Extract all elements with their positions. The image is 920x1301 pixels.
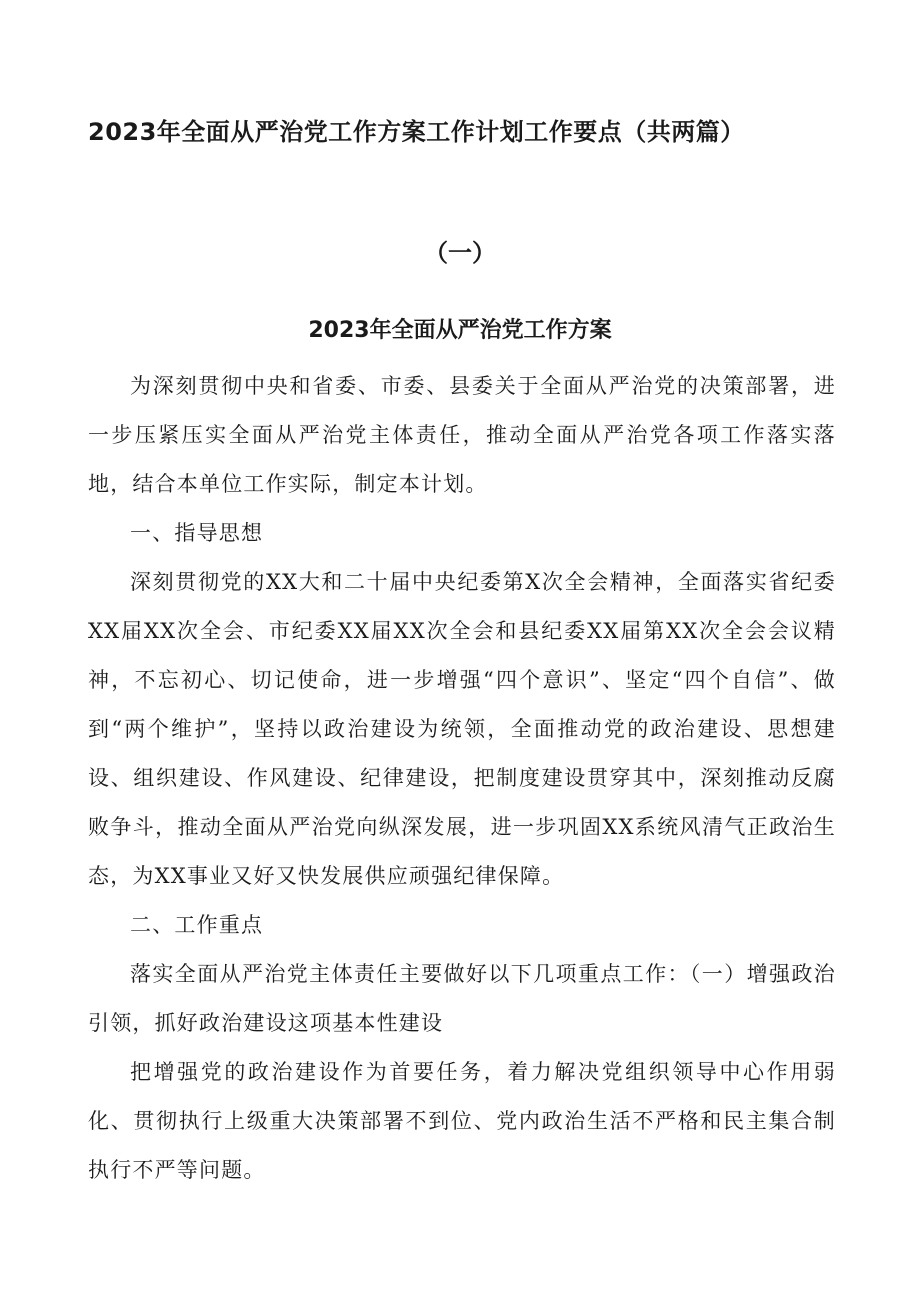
guiding-ideology-paragraph: 深刻贯彻党的XX大和二十届中央纪委第X次全会精神，全面落实省纪委XX届XX次全会、市纪委XX届XX次全会和县纪委XX届第XX次全会会议精神，不忘初心、切记使命，进一步增强“四个意识”、坚定“四个自信”、做到“两个维护”，坚持以政治建设为统领，全面推动党的政治建设、思想建设、组织建设、作风建设、纪律建设，把制度建设贯穿其中，深刻推动反腐败争斗，推动全面从严治党向纵深发展，进一步巩固XX系统风清气正政治生态，为XX事业又好又快发展供应顽强纪律保障。: [88, 570, 836, 888]
work-focus-paragraph: 落实全面从严治党主体责任主要做好以下几项重点工作：（一）增强政治引领，抓好政治建设这项基本性建设: [88, 962, 836, 1035]
document-body: [88, 362, 836, 1195]
section-heading-work-focus: 二、工作重点: [130, 913, 264, 937]
political-building-paragraph: 把增强党的政治建设作为首要任务，着力解决党组织领导中心作用弱化、贯彻执行上级重大决策部署不到位、党内政治生活不严格和民主集合制执行不严等问题。: [88, 1060, 836, 1182]
document-title: 2023年全面从严治党工作方案工作计划工作要点（共两篇）: [88, 118, 745, 146]
intro-paragraph: 为深刻贯彻中央和省委、市委、县委关于全面从严治党的决策部署，进一步压紧压实全面从严治党主体责任，推动全面从严治党各项工作落实落地，结合本单位工作实际，制定本计划。: [88, 374, 836, 496]
section-heading-guiding-ideology: 一、指导思想: [130, 521, 264, 545]
part-marker: （一）: [424, 239, 496, 267]
section-title: 2023年全面从严治党工作方案: [308, 318, 612, 343]
